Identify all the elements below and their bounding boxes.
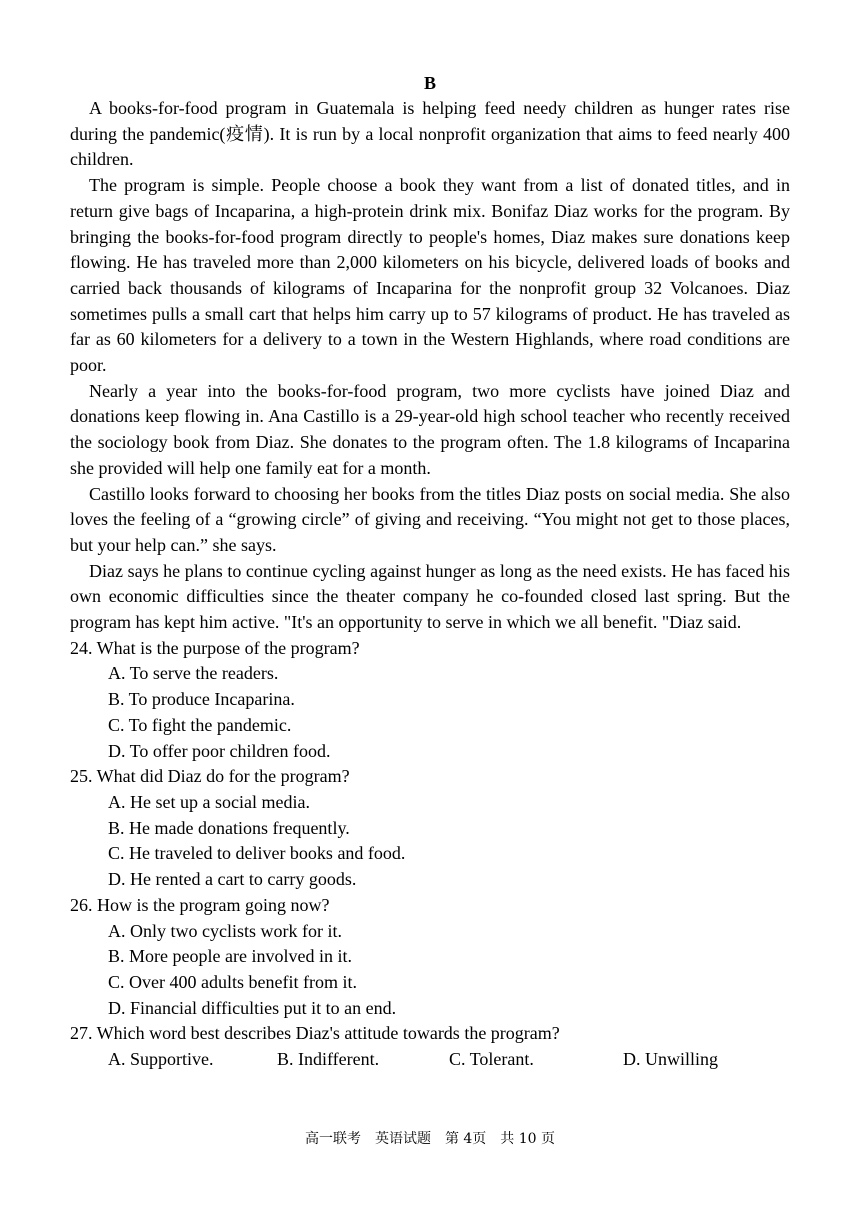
options-row: [108, 1047, 790, 1073]
question-27: [70, 1021, 790, 1072]
option-b: B. He made donations frequently.: [108, 817, 350, 838]
passage-paragraph-2: The program is simple. People choose a book they want from a list of donated titles, and in return give bags of Incaparina, a high-protein drink mix. Bonifaz Diaz works for the program. By bringing the books-for-food program directly to people's homes, Diaz makes sure donations keep flowing. He has traveled more than 2,000 kilometers on his bicycle, delivered loads of books and carried back thousands of kilograms of Incaparina for the nonprofit group 32 Volcanoes. Diaz sometimes pulls a small cart that helps him carry up to 57 kilograms of product. He has traveled as far as 60 kilometers for a delivery to a town in the Western Highlands, where road conditions are poor.: [70, 175, 790, 376]
passage-paragraph-3: Nearly a year into the books-for-food program, two more cyclists have joined Diaz and donations keep flowing in. Ana Castillo is a 29-year-old high school teacher who recently received the sociology book from Diaz. She donates to the program often. The 1.8 kilograms of Incaparina she provided will help one family eat for a month.: [70, 380, 790, 478]
option-d: D. To offer poor children food.: [108, 740, 331, 761]
question-24: [70, 636, 790, 765]
page-footer: 高一联考 英语试题 第 4页 共 10 页: [304, 1131, 556, 1147]
option-c: C. Over 400 adults benefit from it.: [108, 971, 357, 992]
option-a: A. To serve the readers.: [108, 663, 279, 684]
question-25: [70, 764, 790, 893]
option-a: A. Only two cyclists work for it.: [108, 920, 342, 941]
option-d: D. Unwilling: [623, 1049, 719, 1070]
question-26: [70, 893, 790, 1022]
passage-paragraph-5: Diaz says he plans to continue cycling against hunger as long as the need exists. He has faced his own economic difficulties since the theater company he co-founded closed last spring. But the program has kept him active. "It's an opportunity to serve in which we all benefit. "Diaz said.: [70, 560, 790, 633]
option-a: A. Supportive.: [108, 1049, 214, 1070]
passage-paragraph-4: Castillo looks forward to choosing her books from the titles Diaz posts on social media. She also loves the feeling of a “growing circle” of giving and receiving. “You might not get to those places, but your help can.” she says.: [70, 483, 790, 555]
option-b: B. To produce Incaparina.: [108, 689, 295, 710]
option-c: C. He traveled to deliver books and food.: [108, 843, 406, 864]
option-b: B. Indifferent.: [277, 1049, 380, 1070]
option-d: D. Financial difficulties put it to an end.: [108, 997, 397, 1018]
question-stem: 24. What is the purpose of the program?: [70, 637, 360, 658]
question-stem: 25. What did Diaz do for the program?: [70, 766, 350, 787]
question-stem: 26. How is the program going now?: [70, 894, 330, 915]
document-page: [70, 70, 790, 1073]
option-d: D. He rented a cart to carry goods.: [108, 869, 357, 890]
option-c: C. To fight the pandemic.: [108, 714, 292, 735]
question-stem: 27. Which word best describes Diaz's attitude towards the program?: [70, 1023, 560, 1044]
passage-paragraph-1: A books-for-food program in Guatemala is helping feed needy children as hunger rates rise during the pandemic(疫情). It is run by a local nonprofit organization that aims to feed nearly 400 children.: [70, 98, 790, 170]
option-c: C. Tolerant.: [449, 1049, 534, 1070]
option-b: B. More people are involved in it.: [108, 946, 352, 967]
option-a: A. He set up a social media.: [108, 791, 310, 812]
section-title: B: [423, 73, 436, 93]
